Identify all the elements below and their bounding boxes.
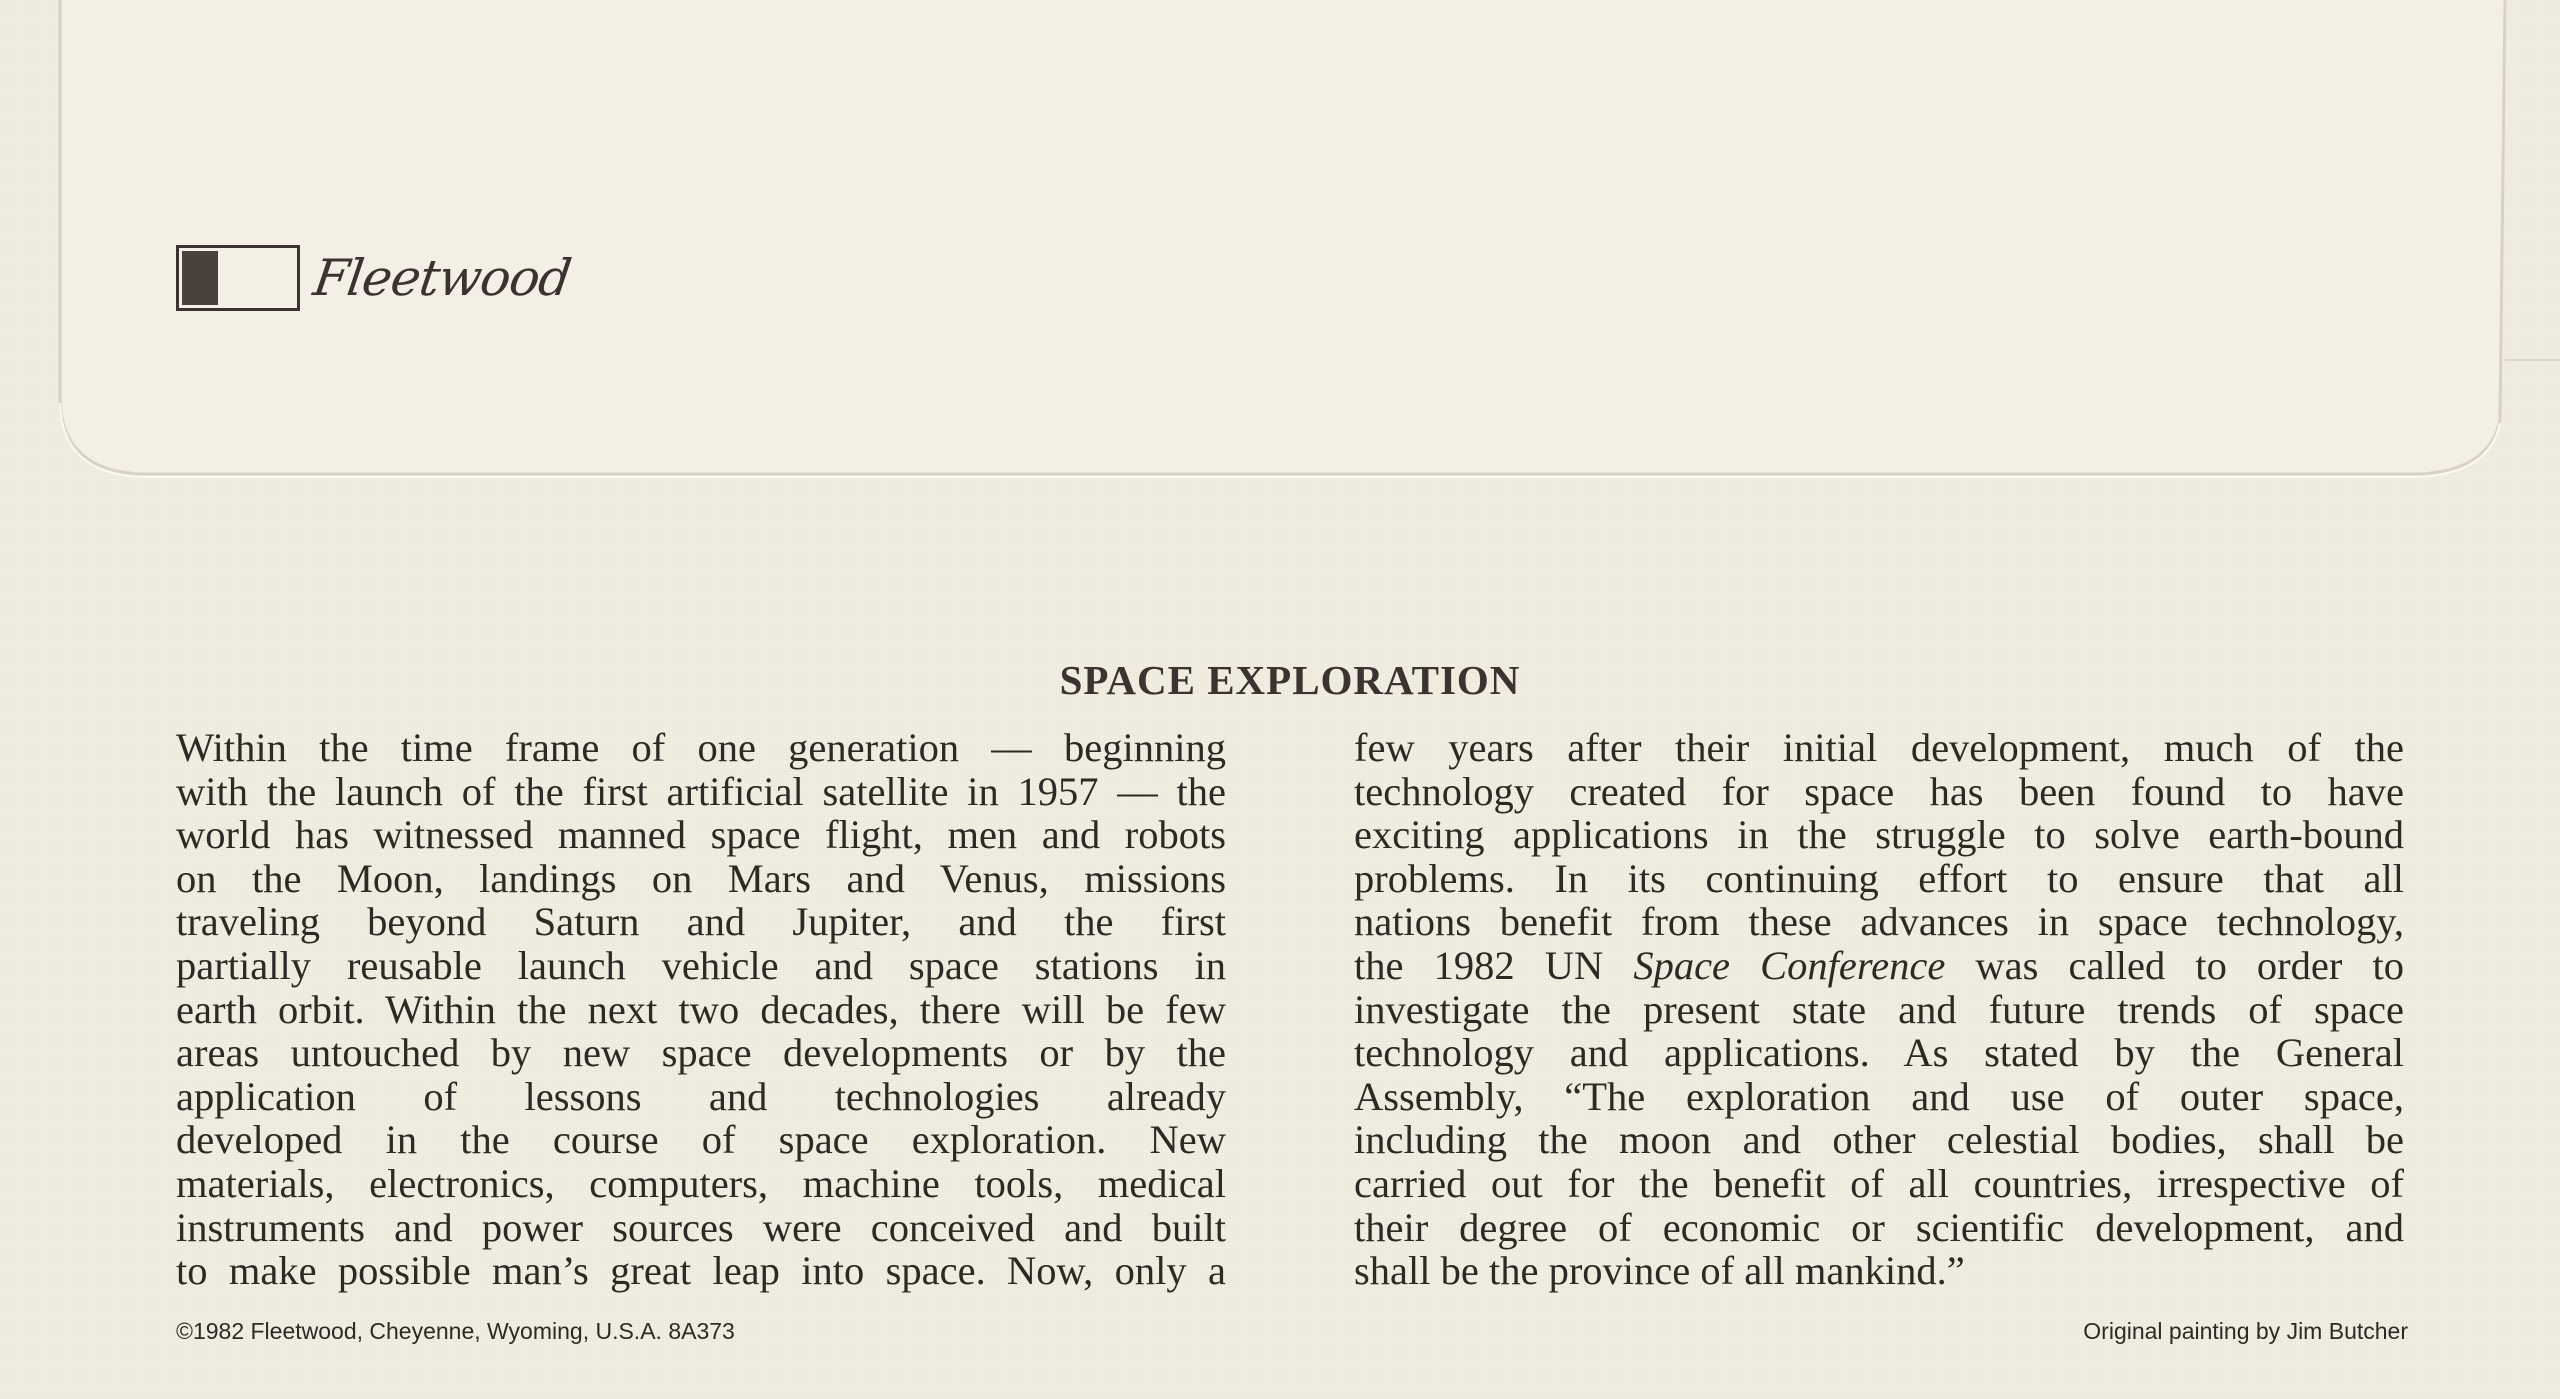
text-line: shall be the province of all mankind.” [1354,1248,1965,1294]
text-line: carried out for the benefit of all countries, irrespective of [1354,1160,2404,1206]
text-line: partially reusable launch vehicle and space stations in [176,942,1226,988]
envelope-flap [0,0,2560,480]
text-line: problems. In its continuing effort to ensure that all [1354,855,2404,901]
italic-title: Space Conference [1633,942,1946,988]
text-line: with the launch of the first artificial satellite in 1957 — the [176,768,1226,814]
text-line: application of lessons and technologies already [176,1073,1226,1119]
text-line: few years after their initial development, much of the [1354,725,2404,770]
text-line: investigate the present state and future trends of space [1354,986,2404,1032]
text-line: world has witnessed manned space flight, men and robots [176,812,1226,858]
page-title: SPACE EXPLORATION [1059,657,1521,703]
text-line-mixed [1354,944,2404,988]
text-line: including the moon and other celestial bodies, shall be [1354,1117,2404,1163]
copyright-footer: ©1982 Fleetwood, Cheyenne, Wyoming, U.S.A. 8A373 [176,1318,735,1344]
text-line: materials, electronics, computers, machine tools, medical [176,1160,1226,1206]
text-segment: was called to order to [1945,942,2404,988]
text-line: on the Moon, landings on Mars and Venus, missions [176,855,1226,901]
text-line: technology and applications. As stated by the General [1354,1030,2404,1076]
text-line: developed in the course of space exploration. New [176,1117,1226,1163]
text-column-left [176,726,1226,1293]
text-line: to make possible man’s great leap into space. Now, only a [176,1248,1226,1294]
text-line: earth orbit. Within the next two decades, there will be few [176,986,1226,1032]
logo-box-icon [176,245,300,311]
fleetwood-logo [176,242,575,314]
logo-wordmark: Fleetwood [309,249,575,307]
painting-credit: Original painting by Jim Butcher [2083,1318,2408,1344]
text-line: Assembly, “The exploration and use of outer space, [1354,1073,2404,1119]
text-line: nations benefit from these advances in space technology, [1354,899,2404,945]
text-line: exciting applications in the struggle to solve earth-bound [1354,812,2404,858]
text-line: areas untouched by new space developments or by the [176,1030,1226,1076]
text-line: Within the time frame of one generation — beginning [176,725,1226,770]
text-line: their degree of economic or scientific development, and [1354,1204,2404,1250]
text-column-right [1354,726,2404,1293]
text-line: technology created for space has been found to have [1354,768,2404,814]
text-segment: the 1982 UN [1354,942,1634,988]
text-line: instruments and power sources were conceived and built [176,1204,1226,1250]
text-line: traveling beyond Saturn and Jupiter, and the first [176,899,1226,945]
